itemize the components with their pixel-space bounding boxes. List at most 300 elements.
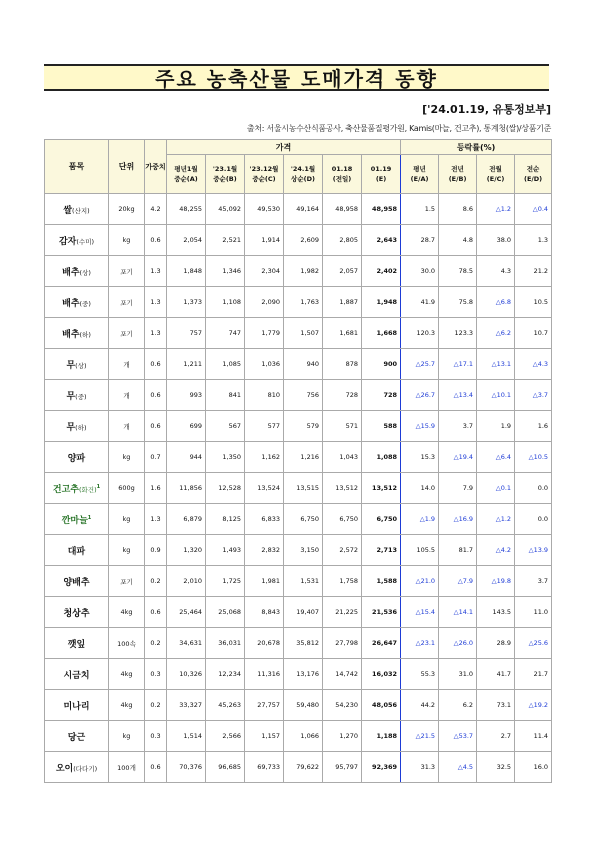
item-name <box>45 566 109 597</box>
change-cell: 38.0 <box>477 225 515 256</box>
change-cell: 81.7 <box>439 535 477 566</box>
price-cell: 34,631 <box>167 628 206 659</box>
change-cell: 3.7 <box>439 411 477 442</box>
price-cell: 20,678 <box>245 628 284 659</box>
price-cell: 1,216 <box>284 442 323 473</box>
price-cell: 1,270 <box>323 721 362 752</box>
item-name-text: 배추 <box>62 329 80 340</box>
header-item: 품목 <box>45 140 109 194</box>
item-unit: 4kg <box>109 597 145 628</box>
item-unit: kg <box>109 721 145 752</box>
header-line1: 전년 <box>451 165 464 173</box>
item-weight: 0.2 <box>145 566 167 597</box>
change-cell: 11.0 <box>515 597 552 628</box>
table-row <box>45 659 552 690</box>
price-cell: 1,066 <box>284 721 323 752</box>
item-name <box>45 535 109 566</box>
item-name <box>45 473 109 504</box>
change-cell: 3.7 <box>515 566 552 597</box>
price-cell: 2,010 <box>167 566 206 597</box>
price-cell: 2,521 <box>206 225 245 256</box>
header-price-col <box>167 155 206 194</box>
price-cell: 6,750 <box>362 504 401 535</box>
price-cell: 45,263 <box>206 690 245 721</box>
change-cell: 41.7 <box>477 659 515 690</box>
change-cell: △10.5 <box>515 442 552 473</box>
change-cell: 31.0 <box>439 659 477 690</box>
item-name-text: 당근 <box>67 732 86 743</box>
price-cell: 2,057 <box>323 256 362 287</box>
price-cell: 1,981 <box>245 566 284 597</box>
table-row <box>45 535 552 566</box>
change-cell: 0.0 <box>515 504 552 535</box>
price-cell: 577 <box>245 411 284 442</box>
change-cell: △16.9 <box>439 504 477 535</box>
item-weight: 0.3 <box>145 659 167 690</box>
change-cell: 0.0 <box>515 473 552 504</box>
price-cell: 95,797 <box>323 752 362 783</box>
item-unit: 4kg <box>109 690 145 721</box>
change-cell: 21.2 <box>515 256 552 287</box>
title-bar <box>44 64 549 91</box>
item-name-text: 대파 <box>67 546 86 557</box>
price-cell: 25,464 <box>167 597 206 628</box>
change-cell: 28.7 <box>401 225 439 256</box>
item-weight: 1.3 <box>145 504 167 535</box>
price-cell: 8,843 <box>245 597 284 628</box>
item-name <box>45 194 109 225</box>
price-cell: 27,757 <box>245 690 284 721</box>
price-cell: 993 <box>167 380 206 411</box>
price-cell: 21,225 <box>323 597 362 628</box>
price-cell: 1,779 <box>245 318 284 349</box>
change-cell: △15.9 <box>401 411 439 442</box>
price-cell: 6,750 <box>323 504 362 535</box>
change-cell: 4.8 <box>439 225 477 256</box>
header-unit: 단위 <box>109 140 145 194</box>
item-name-text: 건고추 <box>52 484 79 495</box>
price-cell: 1,188 <box>362 721 401 752</box>
change-cell: 30.0 <box>401 256 439 287</box>
price-cell: 1,320 <box>167 535 206 566</box>
header-line2: (E/A) <box>410 175 429 183</box>
price-cell: 1,514 <box>167 721 206 752</box>
price-cell: 944 <box>167 442 206 473</box>
change-cell: 1.3 <box>515 225 552 256</box>
change-cell: 32.5 <box>477 752 515 783</box>
price-cell: 567 <box>206 411 245 442</box>
item-name <box>45 628 109 659</box>
header-line2: (E/C) <box>486 175 505 183</box>
price-cell: 728 <box>323 380 362 411</box>
price-cell: 92,369 <box>362 752 401 783</box>
change-cell: △19.2 <box>515 690 552 721</box>
item-name-text: 무 <box>66 422 76 433</box>
change-cell: 75.8 <box>439 287 477 318</box>
change-cell: △13.1 <box>477 349 515 380</box>
price-cell: 35,812 <box>284 628 323 659</box>
price-cell: 1,982 <box>284 256 323 287</box>
change-cell: 143.5 <box>477 597 515 628</box>
table-row <box>45 442 552 473</box>
price-cell: 13,176 <box>284 659 323 690</box>
change-cell: △4.5 <box>439 752 477 783</box>
table-row <box>45 256 552 287</box>
item-unit: 20kg <box>109 194 145 225</box>
item-name-text: 쌀 <box>63 205 73 216</box>
item-weight: 0.6 <box>145 752 167 783</box>
item-name-text: 오이 <box>55 763 74 774</box>
header-change-col <box>401 155 439 194</box>
price-cell: 588 <box>362 411 401 442</box>
item-qualifier: (하) <box>79 330 91 339</box>
item-name <box>45 225 109 256</box>
item-qualifier: (상) <box>79 268 91 277</box>
price-cell: 940 <box>284 349 323 380</box>
change-cell: △4.2 <box>477 535 515 566</box>
item-name-text: 감자 <box>58 236 77 247</box>
change-cell: △14.1 <box>439 597 477 628</box>
change-cell: 7.9 <box>439 473 477 504</box>
item-weight: 0.6 <box>145 349 167 380</box>
item-weight: 0.6 <box>145 597 167 628</box>
item-unit: kg <box>109 535 145 566</box>
change-cell: 1.5 <box>401 194 439 225</box>
table-row <box>45 194 552 225</box>
price-cell: 36,031 <box>206 628 245 659</box>
price-cell: 571 <box>323 411 362 442</box>
price-cell: 79,622 <box>284 752 323 783</box>
price-cell: 10,326 <box>167 659 206 690</box>
header-price-col <box>284 155 323 194</box>
header-line1: 01.19 <box>370 165 392 173</box>
change-cell: △3.7 <box>515 380 552 411</box>
change-cell: △6.2 <box>477 318 515 349</box>
item-name <box>45 287 109 318</box>
item-name-text: 양파 <box>67 453 86 464</box>
item-weight: 0.2 <box>145 628 167 659</box>
item-weight: 0.9 <box>145 535 167 566</box>
change-cell: △1.2 <box>477 194 515 225</box>
change-cell: △6.4 <box>477 442 515 473</box>
table-row <box>45 566 552 597</box>
header-line2: (E/D) <box>523 175 543 183</box>
change-cell: 6.2 <box>439 690 477 721</box>
price-cell: 6,833 <box>245 504 284 535</box>
item-unit: kg <box>109 442 145 473</box>
price-cell: 59,480 <box>284 690 323 721</box>
price-cell: 19,407 <box>284 597 323 628</box>
price-cell: 756 <box>284 380 323 411</box>
price-cell: 2,402 <box>362 256 401 287</box>
price-cell: 1,043 <box>323 442 362 473</box>
price-cell: 27,798 <box>323 628 362 659</box>
header-change-group: 등락률(%) <box>401 140 552 155</box>
table-row <box>45 597 552 628</box>
price-cell: 2,054 <box>167 225 206 256</box>
item-name <box>45 597 109 628</box>
price-cell: 14,742 <box>323 659 362 690</box>
header-line2: 중순(A) <box>174 175 198 183</box>
item-unit: 100개 <box>109 752 145 783</box>
change-cell: △6.8 <box>477 287 515 318</box>
item-weight: 0.3 <box>145 721 167 752</box>
item-unit: 포기 <box>109 256 145 287</box>
table-row <box>45 287 552 318</box>
price-cell: 1,914 <box>245 225 284 256</box>
header-price-col <box>206 155 245 194</box>
item-name-text: 배추 <box>62 267 80 278</box>
item-name <box>45 752 109 783</box>
change-cell: 78.5 <box>439 256 477 287</box>
price-cell: 26,647 <box>362 628 401 659</box>
change-cell: △21.5 <box>401 721 439 752</box>
item-qualifier: (하) <box>75 423 87 432</box>
item-name-text: 청상추 <box>63 608 90 619</box>
price-cell: 1,763 <box>284 287 323 318</box>
table-row <box>45 318 552 349</box>
header-line2: 중순(B) <box>213 175 237 183</box>
item-qualifier: (산지) <box>72 206 90 215</box>
header-line2: (E/B) <box>448 175 467 183</box>
price-cell: 728 <box>362 380 401 411</box>
price-cell: 12,528 <box>206 473 245 504</box>
header-line1: '23.1월 <box>212 165 238 173</box>
item-name-text: 양배추 <box>63 577 90 588</box>
table-row <box>45 411 552 442</box>
table-row <box>45 349 552 380</box>
price-cell: 6,879 <box>167 504 206 535</box>
price-cell: 2,643 <box>362 225 401 256</box>
change-cell: △1.2 <box>477 504 515 535</box>
price-cell: 1,108 <box>206 287 245 318</box>
item-qualifier: (화건) <box>78 485 97 494</box>
change-cell: △21.0 <box>401 566 439 597</box>
price-cell: 70,376 <box>167 752 206 783</box>
price-cell: 3,150 <box>284 535 323 566</box>
change-cell: 123.3 <box>439 318 477 349</box>
price-cell: 2,566 <box>206 721 245 752</box>
change-cell: △26.0 <box>439 628 477 659</box>
header-change-col <box>515 155 552 194</box>
price-cell: 13,524 <box>245 473 284 504</box>
price-cell: 45,092 <box>206 194 245 225</box>
item-unit: 개 <box>109 411 145 442</box>
price-cell: 699 <box>167 411 206 442</box>
price-cell: 1,887 <box>323 287 362 318</box>
change-cell: △10.1 <box>477 380 515 411</box>
item-name <box>45 442 109 473</box>
header-weight-label: 가중치 <box>145 162 166 171</box>
header-line2: (E) <box>375 175 387 183</box>
price-cell: 21,536 <box>362 597 401 628</box>
item-name-text: 깐마늘 <box>61 515 88 526</box>
price-cell: 2,090 <box>245 287 284 318</box>
table-row <box>45 690 552 721</box>
item-name-text: 시금치 <box>63 670 90 681</box>
price-cell: 69,733 <box>245 752 284 783</box>
table-row <box>45 752 552 783</box>
item-name-text: 배추 <box>62 298 80 309</box>
price-cell: 2,805 <box>323 225 362 256</box>
header-price-col <box>323 155 362 194</box>
change-cell: 31.3 <box>401 752 439 783</box>
change-cell: 41.9 <box>401 287 439 318</box>
price-cell: 1,758 <box>323 566 362 597</box>
price-cell: 48,056 <box>362 690 401 721</box>
header-price-col <box>245 155 284 194</box>
item-unit: 100속 <box>109 628 145 659</box>
item-unit: kg <box>109 504 145 535</box>
price-cell: 1,088 <box>362 442 401 473</box>
item-qualifier: (중) <box>75 392 87 401</box>
price-cell: 579 <box>284 411 323 442</box>
change-cell: 15.3 <box>401 442 439 473</box>
change-cell: △19.4 <box>439 442 477 473</box>
source-note: 출처: 서울시농수산식품공사, 축산물품질평가원, Kamis(마늘, 건고추), 통계청(쌀)/상품기준 <box>246 124 551 133</box>
change-cell: △25.6 <box>515 628 552 659</box>
price-cell: 1,507 <box>284 318 323 349</box>
item-footnote: 1 <box>87 514 92 521</box>
change-cell: △53.7 <box>439 721 477 752</box>
header-weight <box>145 140 167 194</box>
price-cell: 747 <box>206 318 245 349</box>
item-qualifier: (수미) <box>76 237 95 246</box>
price-cell: 49,164 <box>284 194 323 225</box>
item-qualifier: (다다기) <box>73 764 98 773</box>
item-name <box>45 721 109 752</box>
price-cell: 54,230 <box>323 690 362 721</box>
price-cell: 757 <box>167 318 206 349</box>
price-cell: 841 <box>206 380 245 411</box>
header-line2: (전일) <box>332 175 352 183</box>
table-row <box>45 225 552 256</box>
table-row <box>45 473 552 504</box>
header-price-col <box>362 155 401 194</box>
header-line2: 중순(C) <box>252 175 276 183</box>
header-price-group: 가격 <box>167 140 401 155</box>
item-weight: 0.7 <box>145 442 167 473</box>
item-name <box>45 411 109 442</box>
change-cell: 44.2 <box>401 690 439 721</box>
change-cell: 10.5 <box>515 287 552 318</box>
change-cell: 11.4 <box>515 721 552 752</box>
price-cell: 1,948 <box>362 287 401 318</box>
item-name-text: 깻잎 <box>67 639 86 650</box>
item-unit: 포기 <box>109 318 145 349</box>
price-cell: 11,856 <box>167 473 206 504</box>
price-cell: 1,157 <box>245 721 284 752</box>
change-cell: 1.6 <box>515 411 552 442</box>
price-cell: 878 <box>323 349 362 380</box>
price-cell: 900 <box>362 349 401 380</box>
item-unit: kg <box>109 225 145 256</box>
change-cell: 16.0 <box>515 752 552 783</box>
price-cell: 1,725 <box>206 566 245 597</box>
header-line1: 전월 <box>489 165 502 173</box>
item-unit: 포기 <box>109 566 145 597</box>
price-cell: 1,848 <box>167 256 206 287</box>
change-cell: △13.9 <box>515 535 552 566</box>
price-cell: 2,304 <box>245 256 284 287</box>
price-cell: 1,036 <box>245 349 284 380</box>
item-weight: 4.2 <box>145 194 167 225</box>
price-cell: 8,125 <box>206 504 245 535</box>
header-line1: 평년 <box>413 165 426 173</box>
price-cell: 1,493 <box>206 535 245 566</box>
item-weight: 1.3 <box>145 318 167 349</box>
price-cell: 48,255 <box>167 194 206 225</box>
header-line2: 상순(D) <box>291 175 315 183</box>
price-cell: 1,350 <box>206 442 245 473</box>
item-name-text: 무 <box>66 391 76 402</box>
price-cell: 48,958 <box>362 194 401 225</box>
item-footnote: 1 <box>96 483 101 490</box>
report-date: ['24.01.19, 유통정보부] <box>422 103 551 116</box>
header-line1: 01.18 <box>331 165 353 173</box>
price-cell: 2,832 <box>245 535 284 566</box>
header-line1: '24.1월 <box>290 165 316 173</box>
header-line1: '23.12월 <box>249 165 279 173</box>
change-cell: △0.1 <box>477 473 515 504</box>
price-cell: 49,530 <box>245 194 284 225</box>
change-cell: 28.9 <box>477 628 515 659</box>
item-weight: 1.3 <box>145 287 167 318</box>
change-cell: △19.8 <box>477 566 515 597</box>
change-cell: △1.9 <box>401 504 439 535</box>
item-name <box>45 349 109 380</box>
header-line1: 평년1월 <box>174 165 198 173</box>
change-cell: △25.7 <box>401 349 439 380</box>
item-name <box>45 690 109 721</box>
price-cell: 2,609 <box>284 225 323 256</box>
change-cell: 55.3 <box>401 659 439 690</box>
table-row <box>45 504 552 535</box>
change-cell: 2.7 <box>477 721 515 752</box>
change-cell: △4.3 <box>515 349 552 380</box>
item-unit: 개 <box>109 380 145 411</box>
price-cell: 6,750 <box>284 504 323 535</box>
item-unit: 600g <box>109 473 145 504</box>
change-cell: 14.0 <box>401 473 439 504</box>
price-cell: 1,668 <box>362 318 401 349</box>
price-cell: 1,085 <box>206 349 245 380</box>
item-name <box>45 380 109 411</box>
change-cell: 1.9 <box>477 411 515 442</box>
change-cell: 120.3 <box>401 318 439 349</box>
change-cell: 105.5 <box>401 535 439 566</box>
price-cell: 96,685 <box>206 752 245 783</box>
price-cell: 810 <box>245 380 284 411</box>
change-cell: △0.4 <box>515 194 552 225</box>
item-name <box>45 504 109 535</box>
price-cell: 48,958 <box>323 194 362 225</box>
price-cell: 13,512 <box>323 473 362 504</box>
change-cell: △26.7 <box>401 380 439 411</box>
change-cell: △7.9 <box>439 566 477 597</box>
item-unit: 4kg <box>109 659 145 690</box>
change-cell: △15.4 <box>401 597 439 628</box>
item-qualifier: (상) <box>75 361 87 370</box>
item-weight: 0.6 <box>145 411 167 442</box>
table-row <box>45 380 552 411</box>
item-name <box>45 318 109 349</box>
price-cell: 1,162 <box>245 442 284 473</box>
item-unit: 포기 <box>109 287 145 318</box>
item-qualifier: (중) <box>79 299 91 308</box>
header-change-col <box>439 155 477 194</box>
item-weight: 1.6 <box>145 473 167 504</box>
